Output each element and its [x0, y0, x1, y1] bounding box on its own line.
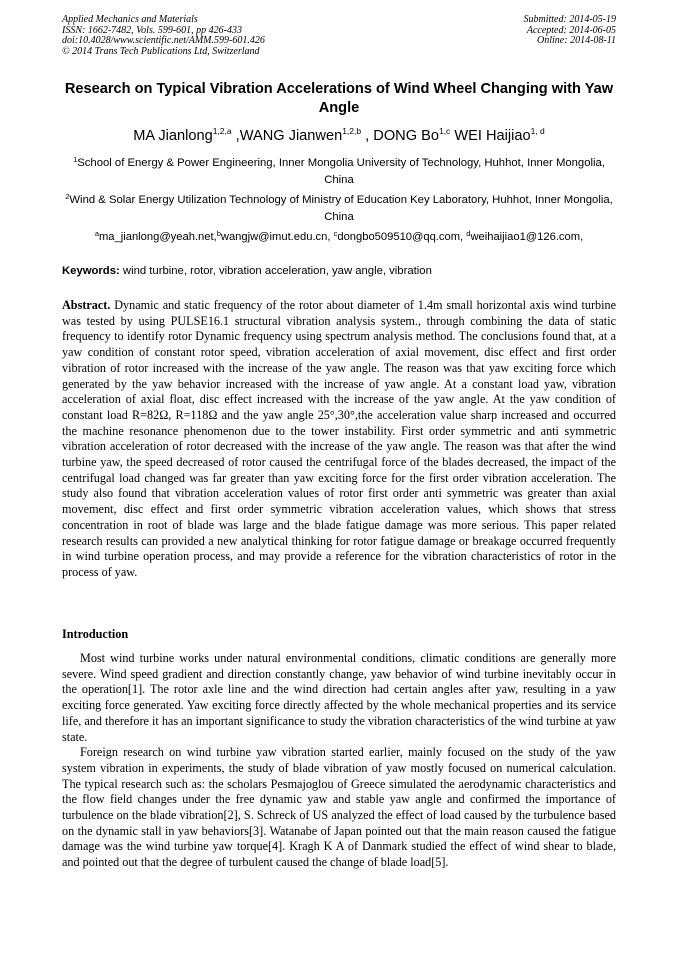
intro-paragraph: Most wind turbine works under natural environmental conditions, climatic conditions are generally more severe. Wind speed gradient and direction constantly change, yaw behavior of wind turbine inevitably occur in the operation[1]. The rotor axle line and the wind direction had certain angles after yaw, resulting in a yaw exciting force generated. Yaw exciting force directly affected by the whole mechanical properties and its service life, and therefore it has an important significance to study the vibration characteristics of the wind turbine at yaw state. — [62, 651, 617, 744]
doi-line[interactable]: doi:10.4028/www.scientific.net/AMM.599-601.426 — [62, 35, 265, 47]
email-address[interactable]: ma_jianlong@yeah.net, — [98, 231, 217, 243]
introduction-heading: Introduction — [62, 627, 129, 641]
author-affiliation-marker: 1,c — [438, 126, 451, 136]
author-list — [62, 127, 616, 145]
author-affiliation-marker: 1, d — [530, 126, 545, 136]
keywords — [62, 263, 616, 279]
email-marker: a — [94, 229, 99, 238]
email-list — [62, 229, 616, 246]
paper-title: Research on Typical Vibration Accelerations of Wind Wheel Changing with Yaw Angle — [64, 81, 614, 116]
intro-paragraph: Foreign research on wind turbine yaw vibration started earlier, mainly focused on the study of the yaw system vibration in experiments, the study of blade vibration of yaw mostly focused on numerical calculation. The typical research such as: the scholars Pesmajoglou of Greece simulated the aerodynamic characteristics and the flow field changes under the free dynamic yaw and stable yaw angle and confirmed the importance of turbulence on the blade vibration[2], S. Schreck of US analyzed the effect of load caused by the turbulence based on the dynamic stall in yaw behaviors[3]. Watanabe of Japan pointed out that the main reason caused the fatigue damage was the wind turbine yaw torque[4]. Kragh K A of Danmark studied the effect of wind shear to blade, and pointed out that the degree of turbulent caused the change of blade load[5]. — [62, 745, 616, 870]
issn-line: ISSN: 1662-7482, Vols. 599-601, pp 426-433 — [62, 24, 242, 36]
affiliation-1 — [62, 155, 616, 188]
email-address[interactable]: weihaijiao1@126.com, — [470, 231, 584, 243]
affiliation-marker: 1 — [73, 155, 78, 164]
author-affiliation-marker: 1,2,b — [342, 126, 362, 136]
affiliation-text: Wind & Solar Energy Utilization Technology of Ministry of Education Key Laboratory, Huhhot, Inner Mongolia, China — [69, 194, 613, 223]
author-separator: , — [361, 128, 374, 144]
affiliation-text: School of Energy & Power Engineering, Inner Mongolia University of Technology, Huhhot, Inner Mongolia, China — [77, 157, 605, 186]
author-name: WEI Haijiao — [454, 128, 531, 144]
author-name: DONG Bo — [373, 128, 439, 144]
email-marker: b — [216, 229, 221, 238]
email-marker: d — [466, 229, 471, 238]
affiliation-2 — [62, 192, 616, 225]
email-address[interactable]: wangjw@imut.edu.cn, — [220, 231, 334, 243]
author-name: WANG Jianwen — [239, 128, 343, 144]
accepted-date: Accepted: 2014-06-05 — [526, 24, 616, 36]
keywords-label: Keywords: — [62, 265, 120, 277]
online-date: Online: 2014-08-11 — [537, 35, 616, 47]
introduction-body — [62, 651, 616, 871]
abstract-text: Dynamic and static frequency of the rotor about diameter of 1.4m small horizontal axis wind turbine was tested by using PULSE16.1 structural vibration analysis system., through combining the data of static frequency to identify rotor Dynamic frequency using spectrum analysis method. The conclusions found that, at a yaw condition of constant rotor speed, vibration acceleration of axial movement, disc effect and first order vibration of rotor increased with the increase of the yaw angle. The reason was that yaw exciting force which generated by the yaw behavior increased with the increase of yaw angle. At a constant load yaw, vibration acceleration of axial float, disc effect increased with the increase of the yaw angle. At the yaw condition of constant load R=82Ω, R=118Ω and the yaw angle 25°,30°,the acceleration value sharp increased and occurred the machine resonance phenomenon due to the tower instability. First order symmetric and anti symmetric vibration acceleration of rotor decreased with the increase of the yaw angle. The reason was that after the wind turbine yaw, the speed decreased of rotor caused the centrifugal force of the blades decreased, the impact of the centrifugal load changed was far greater than yaw exciting force for the first order vibration acceleration. The study also found that vibration acceleration values of rotor first order anti symmetric was greater than axial movement, disc effect and first order symmetric vibration acceleration values, which shows that stress concentration in root of blade was large and the blade fatigue damage was more serious. This paper related research results can provided a new analytical thinking for rotor fatigue damage or breakage occurred frequently in wind turbine operation process, and may provide a reference for the vibration characteristics of rotor in the process of yaw. — [62, 298, 616, 579]
journal-info — [62, 15, 265, 57]
publication-dates — [524, 15, 617, 47]
keywords-text: wind turbine, rotor, vibration acceleration, yaw angle, vibration — [119, 265, 432, 277]
abstract — [62, 298, 616, 581]
author-name: MA Jianlong — [133, 128, 213, 144]
email-marker: c — [333, 229, 338, 238]
email-address[interactable]: dongbo509510@qq.com, — [337, 231, 467, 243]
abstract-label: Abstract. — [62, 298, 111, 312]
submitted-date: Submitted: 2014-05-19 — [523, 14, 616, 25]
author-affiliation-marker: 1,2,a — [212, 126, 232, 136]
author-separator: , — [231, 128, 240, 144]
copyright-line: © 2014 Trans Tech Publications Ltd, Switzerland — [62, 45, 260, 57]
journal-name: Applied Mechanics and Materials — [62, 14, 198, 25]
affiliation-marker: 2 — [65, 192, 70, 201]
